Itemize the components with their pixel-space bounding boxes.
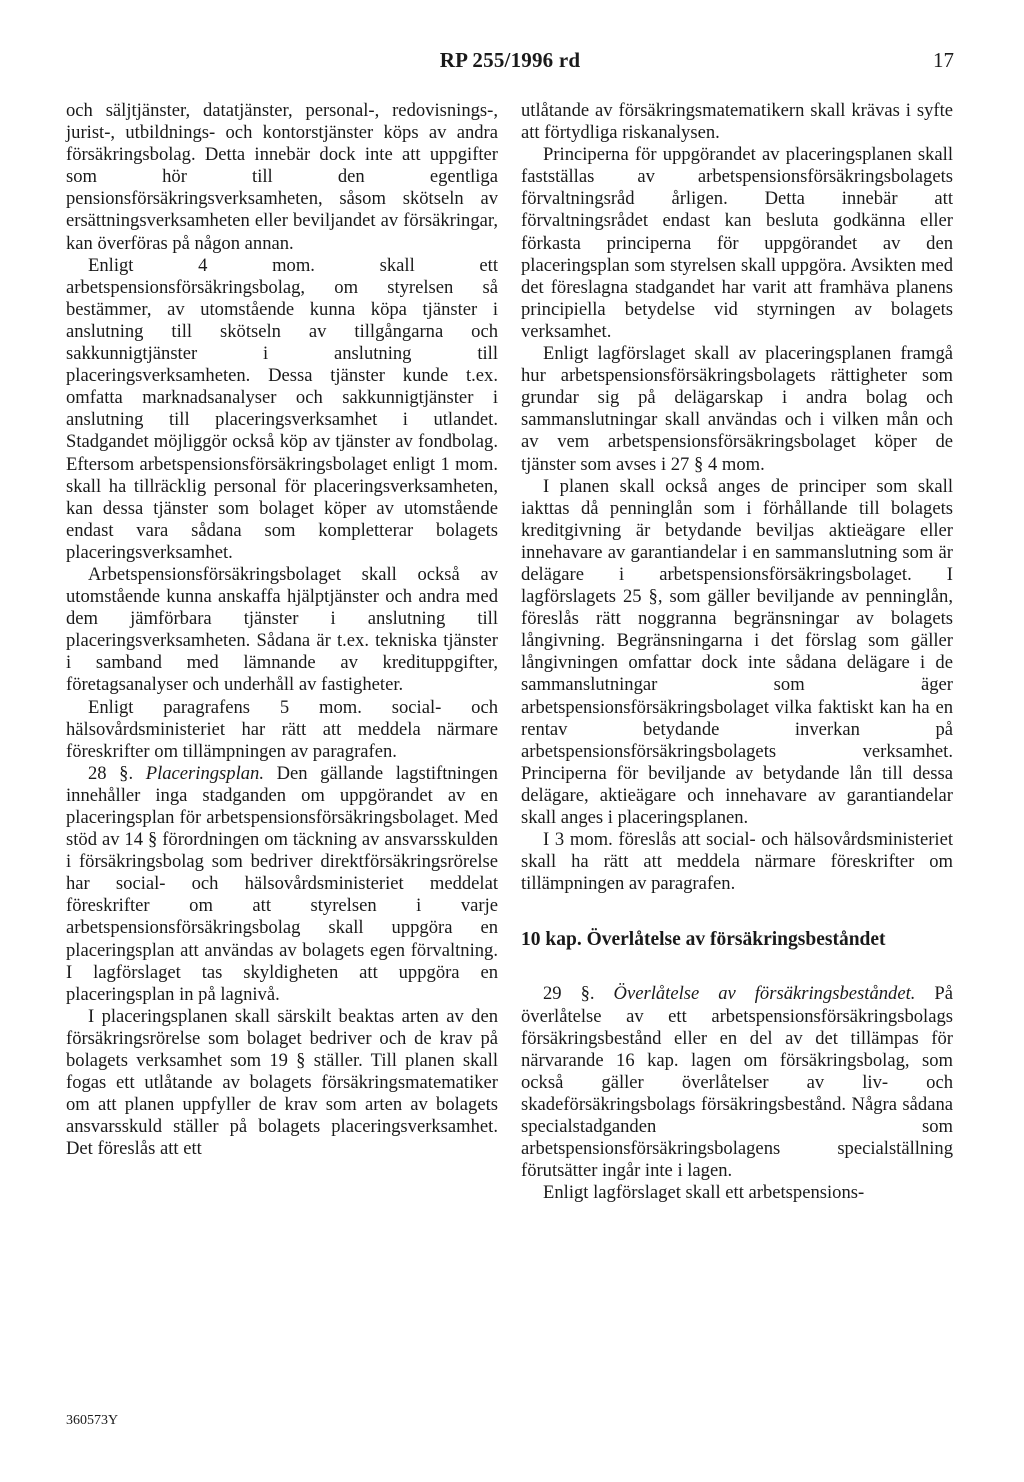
page-header xyxy=(66,44,954,80)
section-28-paragraph xyxy=(66,763,498,1006)
paragraph: och säljtjänster, datatjänster, personal-, redovisnings-, jurist-, utbildnings- och kontorstjänster köps av andra försäkringsbolag. Detta innebär dock inte att uppgifter som hör till den egentliga pensionsförsäkringsverksamheten, såsom skötseln av ersättningsverksamheten eller beviljandet av försäkringar, kan överföras på någon annan. xyxy=(66,100,498,254)
left-column xyxy=(66,100,498,1161)
section-number: 29 §. xyxy=(543,983,595,1005)
section-text: På överlåtelse av ett arbetspensionsförsäkringsbolags försäkringsbestånd eller en del av det tillämpas för närvarande 16 kap. lagen om försäkringsbolag, som också gäller överlåtelser av liv- och skadeförsäkringsbolags försäkringsbestånd. Några sådana specialstadganden som arbetspensionsförsäkringsbolagens specialställning förutsätter ingår inte i lagen. xyxy=(521,983,953,1182)
section-title: Överlåtelse av försäkringsbeståndet. xyxy=(613,983,916,1005)
paragraph: I 3 mom. föreslås att social- och hälsovårdsministeriet skall ha rätt att meddela närmare föreskrifter om tillämpningen av paragrafen. xyxy=(521,829,953,895)
section-29-paragraph xyxy=(521,983,953,1182)
right-column xyxy=(521,100,953,1204)
paragraph: I planen skall också anges de principer som skall iakttas då penninglån som i förhållande till bolagets kreditgivning är betydande beviljas aktieägare eller innehavare av garantiandelar i en sammanslutning som är delägare i arbetspensionsförsäkringsbolaget. I lagförslagets 25 §, som gäller beviljande av penninglån, föreslås rätt noggranna begränsningar av bolagets långivning. Begränsningarna i det förslag som gäller långivningen omfattar dock inte sådana delägare i de sammanslutningar som äger arbetspensionsförsäkringsbolaget vilka faktiskt kan ha en rentav betydande inverkan på arbetspensionsförsäkringsbolagets verksamhet. Principerna för beviljande av betydande lån till dessa delägare, aktieägare och innehavare av garantiandelar skall anges i placeringsplanen. xyxy=(521,475,953,828)
paragraph: Arbetspensionsförsäkringsbolaget skall också av utomstående kunna anskaffa hjälptjänster och andra med dem jämförbara tjänster i anslutning till placeringsverksamheten. Sådana är t.ex. tekniska tjänster i samband med lämnande av kredituppgifter, företagsanalyser och underhåll av fastigheter. xyxy=(66,563,498,696)
section-text: Den gällande lagstiftningen innehåller inga stadganden om uppgörandet av en placeringsplan för arbetspensionsförsäkringsbolaget. Med stöd av 14 § förordningen om täckning av ansvarsskulden i försäkringsbolag som bedriver direktförsäkringsrörelse har social- och hälsovårdsministeriet meddelat föreskrifter om att styrelsen i varje arbetspensionsförsäkringsbolag skall uppgöra en placeringsplan att användas av bolagets egen förvaltning. I lagförslaget tas skyldigheten att uppgöra en placeringsplan in på lagnivå. xyxy=(66,762,498,1005)
page-number: 17 xyxy=(933,48,954,72)
paragraph: Principerna för uppgörandet av placeringsplanen skall fastställas av arbetspensionsförsäkringsbolagets förvaltningsråd årligen. Detta innebär att förvaltningsrådet endast kan besluta godkänna eller förkasta principerna för uppgörandet av den placeringsplan som styrelsen skall uppgöra. Avsikten med det föreslagna stadgandet har varit att framhäva planens principiella betydelse vid styrningen av bolagets verksamhet. xyxy=(521,144,953,342)
print-code: 360573Y xyxy=(66,1413,119,1428)
paragraph: Enligt lagförslaget skall av placeringsplanen framgå hur arbetspensionsförsäkringsbolagets rättigheter som grundar sig på delägarskap i andra bolag och sammanslutningar skall användas och i vilken mån och av vem arbetspensionsförsäkringsbolaget köper de tjänster som avses i 27 § 4 mom. xyxy=(521,343,953,475)
paragraph: I placeringsplanen skall särskilt beaktas arten av den försäkringsrörelse som bolaget bedriver och de krav på bolagets verksamhet som 19 § ställer. Till planen skall fogas ett utlåtande av bolagets försäkringsmatematiker om att planen uppfyller de krav som arten av bolagets ansvarsskuld ställer på bolagets placeringsverksamhet. Det föreslås att ett xyxy=(66,1005,498,1160)
section-title: Placeringsplan. xyxy=(145,762,264,784)
paragraph: utlåtande av försäkringsmatematikern skall krävas i syfte att förtydliga riskanalysen. xyxy=(521,100,953,144)
paragraph: Enligt paragrafens 5 mom. social- och hälsovårdsministeriet har rätt att meddela närmare föreskrifter om tillämpningen av paragrafen. xyxy=(66,696,498,762)
document-id: RP 255/1996 rd xyxy=(439,48,581,72)
paragraph: Enligt 4 mom. skall ett arbetspensionsförsäkringsbolag, om styrelsen så bestämmer, av utomstående kunna köpa tjänster i anslutning till skötseln av tillgångarna och sakkunnigtjänster i anslutning till placeringsverksamheten. Dessa tjänster kunde t.ex. omfatta marknadsanalyser och sakkunnigtjänster i anslutning till placeringsverksamhet i utlandet. Stadgandet möjliggör också köp av tjänster av fondbolag. Eftersom arbetspensionsförsäkringsbolaget enligt 1 mom. skall ha tillräcklig personal för placeringsverksamheten, kan dessa tjänster som bolaget köper av utomstående endast vara sådana som kompletterar bolagets placeringsverksamhet. xyxy=(66,254,498,563)
paragraph: Enligt lagförslaget skall ett arbetspensions- xyxy=(543,1182,865,1204)
section-number: 28 §. xyxy=(88,762,134,784)
chapter-heading: 10 kap. Överlåtelse av försäkringsbeståndet xyxy=(521,929,886,951)
